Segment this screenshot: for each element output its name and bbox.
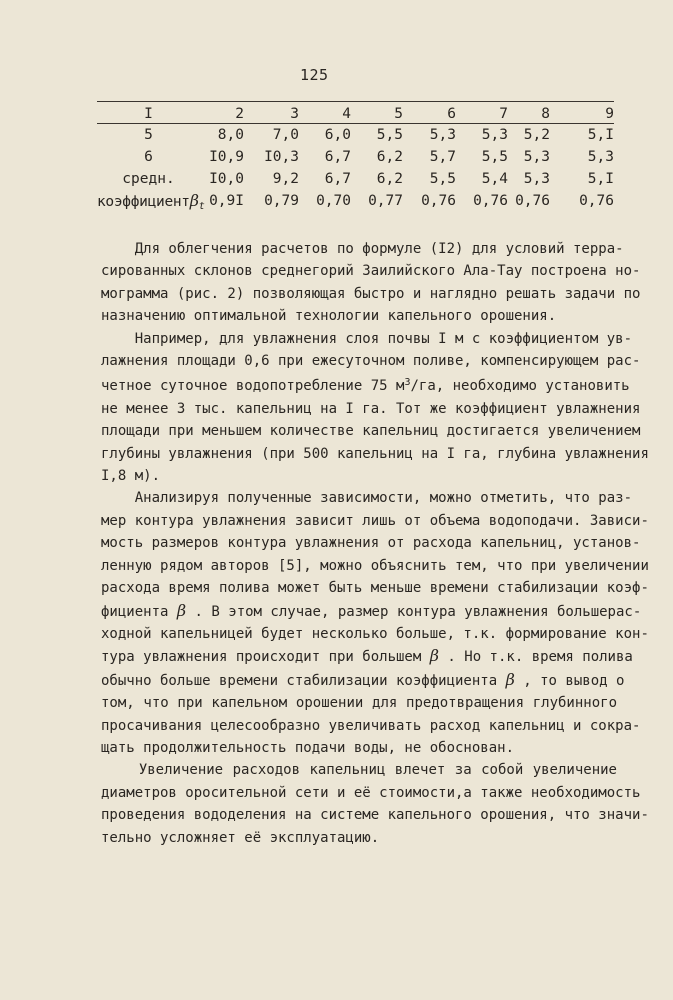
table-header-row	[97, 103, 614, 124]
table-header-cell: 3	[290, 105, 299, 122]
text-line	[101, 600, 642, 623]
page-number: 125	[300, 66, 329, 84]
table-cell: I0,0	[209, 171, 244, 187]
text-line: глубины увлажнения (при 500 капельниц на I га, глубина увлажнения	[101, 445, 649, 462]
table-top-rule	[97, 101, 614, 102]
text-fragment: /га, необходимо установить	[410, 378, 630, 395]
table-header-cell: 2	[235, 105, 244, 122]
text-fragment: фициента	[101, 603, 169, 620]
text-line: мер контура увлажнения зависит лишь от объема водоподачи. Зависи-	[101, 512, 649, 529]
table-cell: 5,7	[429, 149, 456, 165]
table-row	[97, 190, 614, 212]
beta-symbol: β	[429, 646, 439, 666]
beta-symbol: β	[189, 190, 199, 210]
text-line	[101, 372, 630, 397]
table-cell: 5,3	[523, 149, 550, 165]
table-row	[97, 124, 614, 146]
table-header-cell: 9	[605, 105, 614, 122]
text-fragment: четное суточное водопотребление 75 м	[101, 378, 405, 395]
table-cell: 5,5	[481, 149, 508, 165]
text-line: I,8 м).	[101, 468, 161, 485]
text-line	[101, 645, 633, 668]
data-table	[97, 103, 614, 212]
text-line: лажнения площади 0,6 при ежесуточном поливе, компенсирующем рас-	[101, 353, 641, 370]
text-line: Увеличение расходов капельниц влечет за собой увеличение	[101, 762, 617, 779]
paragraph	[101, 238, 641, 328]
table-cell: 8,0	[217, 127, 244, 143]
table-cell: I0,9	[209, 149, 244, 165]
paragraph	[101, 759, 649, 849]
beta-symbol: β	[505, 669, 515, 689]
text-line: площади при меньшем количестве капельниц достигается увеличением	[101, 423, 641, 440]
text-line: щать продолжительность подачи воды, не обоснован.	[101, 739, 515, 756]
table-row	[97, 146, 614, 168]
text-line: Например, для увлажнения слоя почвы I м с коэффициентом ув-	[101, 330, 633, 347]
table-header-cell: 4	[342, 105, 351, 122]
table-cell: 6,0	[324, 127, 351, 143]
text-line: ленную рядом авторов [5], можно объяснить тем, что при увеличении	[101, 557, 649, 574]
table-cell: 0,79	[264, 193, 299, 209]
table-header-cell: 8	[541, 105, 550, 122]
table-header-cell: 7	[499, 105, 508, 122]
text-fragment: тура увлажнения происходит при большем	[101, 649, 422, 666]
row-label: 6	[144, 149, 153, 165]
table-cell: 5,5	[376, 127, 403, 143]
table-cell: 0,77	[368, 193, 403, 209]
table-cell: 6,7	[324, 171, 351, 187]
table-cell: 5,4	[481, 171, 508, 187]
paragraph	[101, 328, 649, 488]
text-line: Для облегчения расчетов по формуле (I2) для условий терра-	[101, 241, 624, 257]
text-line: мость размеров контура увлажнения от расхода капельниц, установ-	[101, 535, 641, 552]
table-cell: 0,9I	[209, 193, 244, 209]
text-line: не менее 3 тыс. капельниц на I га. Тот же коэффициент увлажнения	[101, 400, 641, 417]
table-cell: I0,3	[264, 149, 299, 165]
text-line	[101, 669, 625, 692]
coefficient-label: коэффициент	[97, 193, 190, 210]
superscript: 3	[404, 377, 411, 389]
row-label: 5	[144, 127, 153, 143]
text-line: просачивания целесообразно увеличивать расход капельниц и сокра-	[101, 717, 641, 734]
table-cell: 5,I	[587, 127, 614, 143]
table-cell: 9,2	[272, 171, 299, 187]
text-line: проведения вододеления на системе капельного орошения, что значи-	[101, 807, 649, 824]
text-fragment: . В этом случае, размер контура увлажнения большерас-	[186, 603, 642, 620]
table-cell: 0,70	[316, 193, 351, 209]
text-fragment: обычно больше времени стабилизации коэффициента	[101, 672, 498, 689]
table-cell: 6,2	[376, 149, 403, 165]
row-label	[97, 190, 205, 212]
table-cell: 0,76	[579, 193, 614, 209]
text-line: ходной капельницей будет несколько больше, т.к. формирование кон-	[101, 625, 649, 642]
row-label: средн.	[122, 171, 175, 187]
table-cell: 0,76	[473, 193, 508, 209]
text-line: том, что при капельном орошении для предотвращения глубинного	[101, 695, 617, 712]
text-line: расхода время полива может быть меньше времени стабилизации коэф-	[101, 580, 649, 597]
table-row	[97, 168, 614, 190]
table-cell: 7,0	[272, 127, 299, 143]
text-line: диаметров оросительной сети и её стоимости,а также необходимость	[101, 784, 641, 801]
table-cell: 5,3	[523, 171, 550, 187]
table-cell: 5,3	[429, 127, 456, 143]
table-cell: 0,76	[515, 193, 550, 209]
text-line: назначению оптимальной технологии капельного орошения.	[101, 308, 557, 325]
table-cell: 6,7	[324, 149, 351, 165]
table-cell: 5,5	[429, 171, 456, 187]
text-line: тельно усложняет её эксплуатацию.	[101, 829, 380, 846]
table-cell: 5,I	[587, 171, 614, 187]
text-line: Анализируя полученные зависимости, можно отметить, что раз-	[101, 490, 633, 507]
beta-subscript: t	[198, 200, 205, 212]
text-line: мограмма (рис. 2) позволяющая быстро и наглядно решать задачи по	[101, 285, 641, 302]
table-cell: 5,2	[523, 127, 550, 143]
table-header-cell: I	[144, 105, 153, 122]
table-header-cell: 5	[394, 105, 403, 122]
table-header-cell: 6	[447, 105, 456, 122]
paragraph	[101, 487, 649, 759]
table-cell: 5,3	[481, 127, 508, 143]
beta-symbol: β	[176, 600, 187, 620]
text-fragment: . Но т.к. время полива	[438, 649, 633, 666]
text-line: сированных склонов среднегорий Заилийского Ала-Тау построена но-	[101, 263, 641, 280]
body-text	[101, 238, 649, 849]
table-cell: 5,3	[587, 149, 614, 165]
table-cell: 6,2	[376, 171, 403, 187]
table-cell: 0,76	[421, 193, 456, 209]
text-fragment: , то вывод о	[514, 672, 625, 689]
